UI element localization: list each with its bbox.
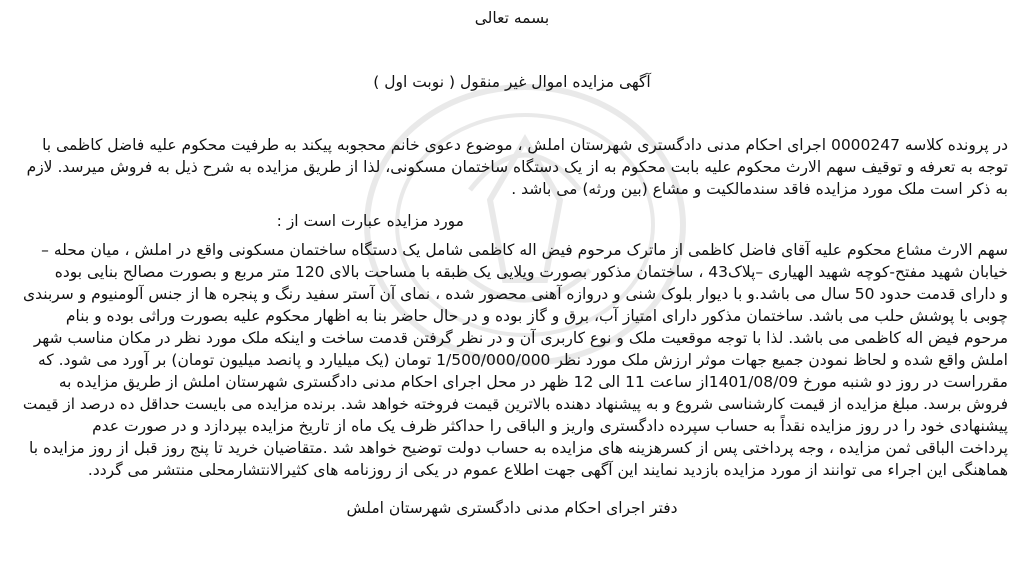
body-line: و دارای قدمت حدود 50 سال می باشد.و با دیوار بلوک شنی و دروازه آهنی محصور شده ، نمای آن آستر سفید رنگ و پنجره ها از جنس آلومنیوم و سربندی bbox=[23, 285, 1008, 303]
body-line: خیابان شهید مفتح-کوچه شهید الهیاری –پلاک43 ، ساختمان مذکور بصورت ویلایی یک طبقه با مساحت بالای 120 متر مربع و بصورت مصالح بنایی بوده bbox=[54, 263, 1008, 281]
body-line: مقرراست در روز دو شنبه مورخ 1401/08/09از ساعت 11 الی 12 ظهر در محل اجرای احکام مدنی دادگستری شهرستان املش از طریق مزایده به bbox=[58, 373, 1008, 391]
document-title: آگهی مزایده اموال غیر منقول ( نوبت اول ) bbox=[373, 73, 651, 91]
section-subheading: مورد مزایده عبارت است از : bbox=[276, 212, 464, 230]
intro-line: توجه به تعرفه و توقیف سهم الارث محکوم علیه بابت محکوم به از یک دستگاه ساختمان مسکونی، لذا از طریق مزایده به شرح ذیل به فروش میرسد. لازم bbox=[26, 158, 1008, 176]
body-line: چوبی با پوشش حلب می باشد. ساختمان مذکور دارای امتیاز آب، برق و گاز بوده و در حال حاضر بنا به اظهار محکوم علیه بصورت وراثی بوده و بنام bbox=[65, 307, 1008, 325]
body-line: مرحوم فیض اله کاظمی می باشد. لذا با توجه موقعیت ملک و نوع کاربری آن و در نظر گرفتن قدمت ساخت و اینکه ملک مورد نظر در مکان مناسب شهر bbox=[33, 329, 1008, 347]
body-line: هماهنگی این اجراء می توانند از مورد مزایده بازدید نمایند این آگهی جهت اطلاع عموم در یکی از روزنامه های کثیرالانتشارمحلی منتشر می گردد. bbox=[87, 461, 1008, 479]
signature-line: دفتر اجرای احکام مدنی دادگستری شهرستان املش bbox=[346, 499, 678, 517]
intro-line: در پرونده کلاسه 0000247 اجرای احکام مدنی دادگستری شهرستان املش ، موضوع دعوی خانم محجوبه پیکند به طرفیت محکوم علیه فاضل کاظمی با bbox=[42, 136, 1008, 154]
intro-line: به ذکر است ملک مورد مزایده فاقد سندمالکیت و مشاع (بین ورثه) می باشد . bbox=[511, 180, 1008, 198]
body-line: املش واقع شده و لحاظ نمودن جمیع جهات موثر ارزش ملک مورد نظر 1/500/000/000 تومان (یک میلیارد و پانصد میلیون تومان) بر آورد می شود. که bbox=[38, 351, 1008, 369]
body-line: پرداخت الباقی ثمن مزایده ، وجه پرداختی پس از کسرهزینه های مزایده به حساب دولت توضیح خواهد شد .متقاضیان خرید تا پنج روز قبل از روز مزایده با bbox=[28, 439, 1008, 457]
body-line: پیشنهادی خود را در روز مزایده نقداً به حساب سپرده دادگستری واریز و الباقی را حداکثر ظرف یک ماه از تاریخ مزایده بپردازد و در صورت عدم bbox=[92, 417, 1008, 435]
document-header: بسمه تعالی bbox=[474, 9, 550, 27]
body-line: سهم الارث مشاع محکوم علیه آقای فاضل کاظمی از ماترک مرحوم فیض اله کاظمی شامل یک دستگاه ساختمان مسکونی واقع در املش ، میان محله – bbox=[41, 241, 1008, 259]
body-line: فروش برسد. مبلغ مزایده از قیمت کارشناسی شروع و به پیشنهاد دهنده بالاترین قیمت فروخته خواهد شد. برنده مزایده می بایست حداقل ده درصد از قیمت bbox=[22, 395, 1008, 413]
